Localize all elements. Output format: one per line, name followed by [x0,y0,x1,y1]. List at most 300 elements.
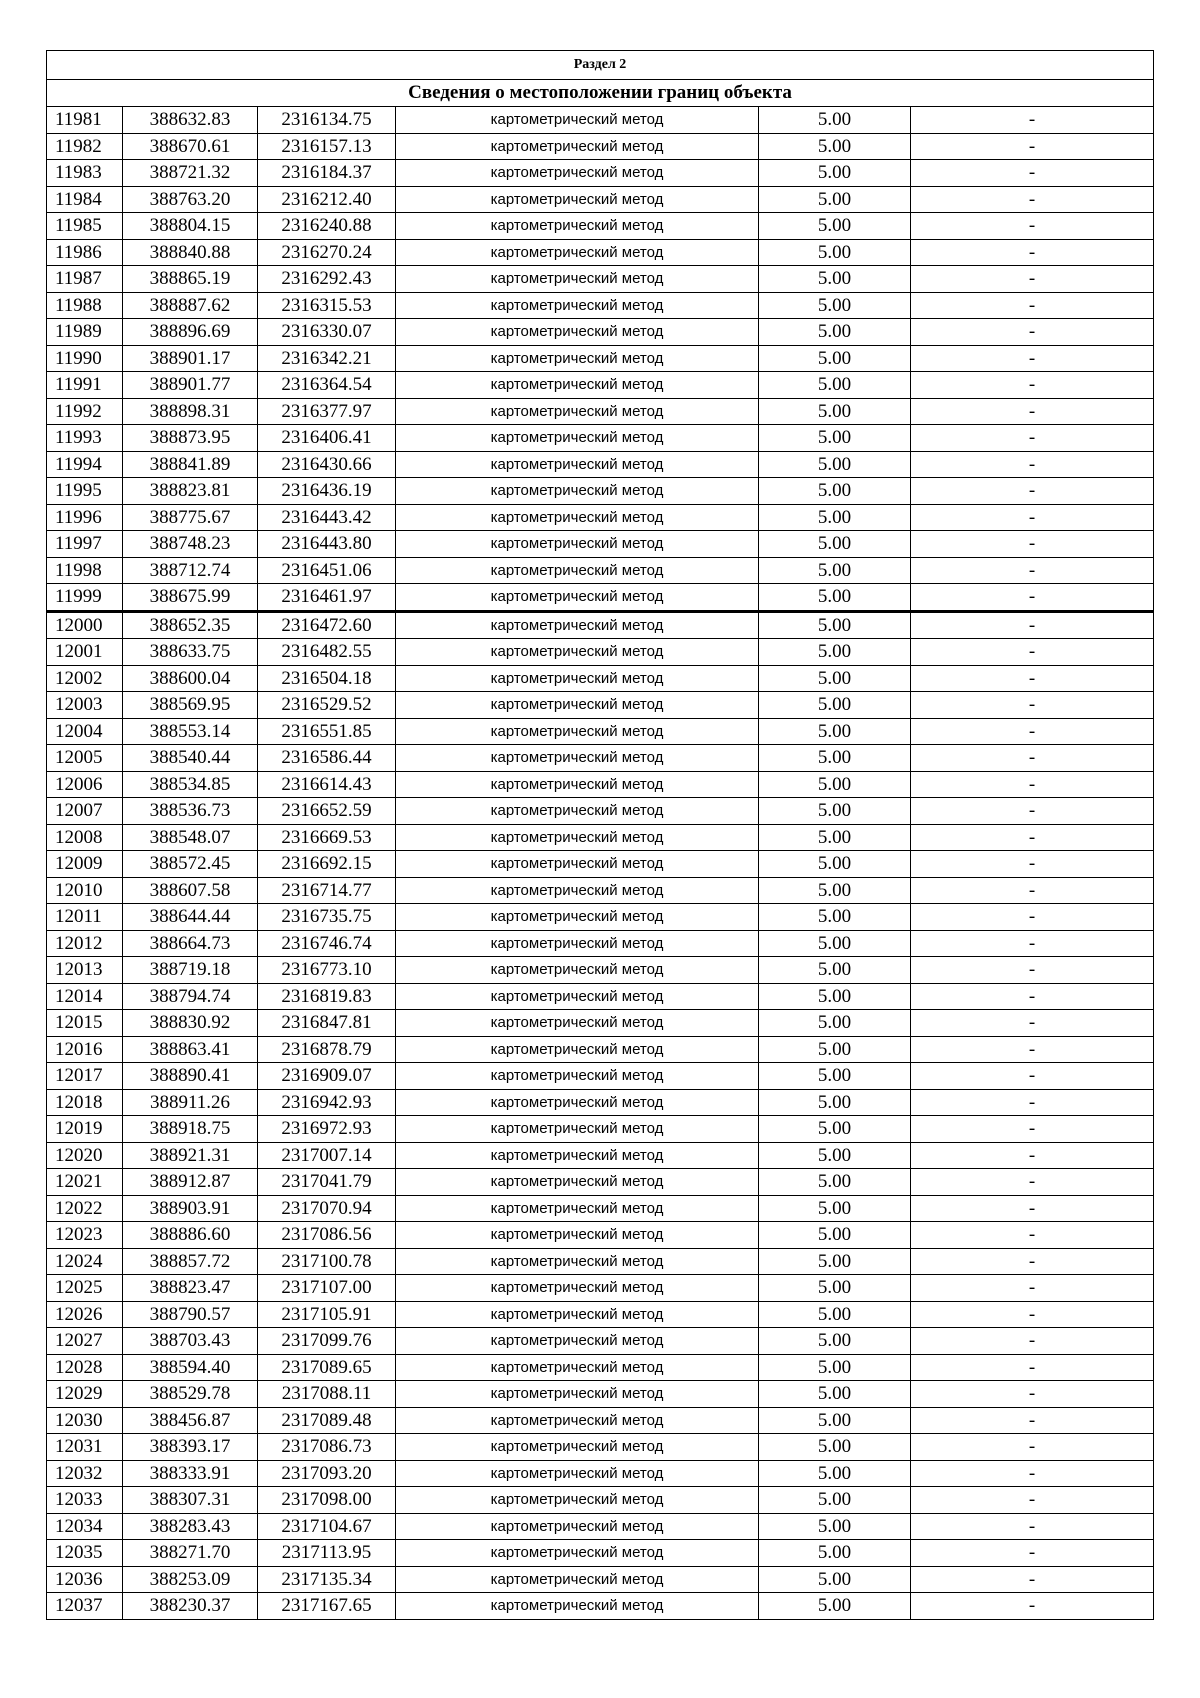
method-cell: картометрический метод [396,1063,759,1090]
precision-cell: 5.00 [759,957,911,984]
point-number-cell: 11993 [47,425,123,452]
method-cell: картометрический метод [396,1275,759,1302]
x-coordinate-cell: 388271.70 [123,1540,258,1567]
description-cell: - [911,1354,1154,1381]
x-coordinate-cell: 388670.61 [123,133,258,160]
description-cell: - [911,798,1154,825]
table-row [47,186,1154,213]
table-row [47,1169,1154,1196]
precision-cell: 5.00 [759,107,911,134]
precision-cell: 5.00 [759,665,911,692]
precision-cell: 5.00 [759,133,911,160]
y-coordinate-cell: 2316819.83 [258,983,396,1010]
method-cell: картометрический метод [396,957,759,984]
precision-cell: 5.00 [759,1513,911,1540]
x-coordinate-cell: 388600.04 [123,665,258,692]
x-coordinate-cell: 388886.60 [123,1222,258,1249]
x-coordinate-cell: 388903.91 [123,1195,258,1222]
table-body [47,107,1154,1620]
point-number-cell: 12007 [47,798,123,825]
description-cell: - [911,1222,1154,1249]
precision-cell: 5.00 [759,160,911,187]
description-cell: - [911,877,1154,904]
table-row [47,1036,1154,1063]
method-cell: картометрический метод [396,665,759,692]
x-coordinate-cell: 388633.75 [123,639,258,666]
description-cell: - [911,319,1154,346]
y-coordinate-cell: 2317098.00 [258,1487,396,1514]
method-cell: картометрический метод [396,133,759,160]
precision-cell: 5.00 [759,851,911,878]
y-coordinate-cell: 2316614.43 [258,771,396,798]
y-coordinate-cell: 2316430.66 [258,451,396,478]
section-title: Сведения о местоположении границ объекта [47,80,1154,107]
x-coordinate-cell: 388921.31 [123,1142,258,1169]
y-coordinate-cell: 2316972.93 [258,1116,396,1143]
x-coordinate-cell: 388890.41 [123,1063,258,1090]
method-cell: картометрический метод [396,1540,759,1567]
point-number-cell: 11981 [47,107,123,134]
x-coordinate-cell: 388607.58 [123,877,258,904]
precision-cell: 5.00 [759,319,911,346]
point-number-cell: 12011 [47,904,123,931]
point-number-cell: 12021 [47,1169,123,1196]
x-coordinate-cell: 388763.20 [123,186,258,213]
method-cell: картометрический метод [396,1248,759,1275]
description-cell: - [911,1407,1154,1434]
y-coordinate-cell: 2316292.43 [258,266,396,293]
method-cell: картометрический метод [396,1566,759,1593]
x-coordinate-cell: 388840.88 [123,239,258,266]
precision-cell: 5.00 [759,1328,911,1355]
y-coordinate-cell: 2316878.79 [258,1036,396,1063]
precision-cell: 5.00 [759,1354,911,1381]
y-coordinate-cell: 2316482.55 [258,639,396,666]
description-cell: - [911,983,1154,1010]
table-row [47,639,1154,666]
description-cell: - [911,584,1154,612]
y-coordinate-cell: 2317107.00 [258,1275,396,1302]
x-coordinate-cell: 388898.31 [123,398,258,425]
method-cell: картометрический метод [396,1460,759,1487]
description-cell: - [911,1513,1154,1540]
description-cell: - [911,1566,1154,1593]
description-cell: - [911,665,1154,692]
x-coordinate-cell: 388553.14 [123,718,258,745]
description-cell: - [911,1301,1154,1328]
precision-cell: 5.00 [759,1116,911,1143]
method-cell: картометрический метод [396,904,759,931]
point-number-cell: 11991 [47,372,123,399]
table-row [47,1487,1154,1514]
description-cell: - [911,1142,1154,1169]
point-number-cell: 12033 [47,1487,123,1514]
x-coordinate-cell: 388830.92 [123,1010,258,1037]
point-number-cell: 12025 [47,1275,123,1302]
x-coordinate-cell: 388230.37 [123,1593,258,1620]
table-row [47,345,1154,372]
x-coordinate-cell: 388748.23 [123,531,258,558]
table-row [47,584,1154,612]
x-coordinate-cell: 388912.87 [123,1169,258,1196]
section-title-row [47,80,1154,107]
x-coordinate-cell: 388536.73 [123,798,258,825]
y-coordinate-cell: 2316212.40 [258,186,396,213]
point-number-cell: 11986 [47,239,123,266]
precision-cell: 5.00 [759,1593,911,1620]
point-number-cell: 12006 [47,771,123,798]
precision-cell: 5.00 [759,1195,911,1222]
point-number-cell: 11992 [47,398,123,425]
method-cell: картометрический метод [396,1354,759,1381]
method-cell: картометрический метод [396,1142,759,1169]
method-cell: картометрический метод [396,1407,759,1434]
x-coordinate-cell: 388540.44 [123,745,258,772]
precision-cell: 5.00 [759,372,911,399]
x-coordinate-cell: 388901.77 [123,372,258,399]
precision-cell: 5.00 [759,771,911,798]
y-coordinate-cell: 2317167.65 [258,1593,396,1620]
method-cell: картометрический метод [396,186,759,213]
method-cell: картометрический метод [396,1195,759,1222]
y-coordinate-cell: 2316652.59 [258,798,396,825]
point-number-cell: 11985 [47,213,123,240]
description-cell: - [911,1593,1154,1620]
table-row [47,1407,1154,1434]
method-cell: картометрический метод [396,1381,759,1408]
description-cell: - [911,957,1154,984]
precision-cell: 5.00 [759,877,911,904]
table-row [47,718,1154,745]
point-number-cell: 12003 [47,692,123,719]
description-cell: - [911,1248,1154,1275]
y-coordinate-cell: 2316529.52 [258,692,396,719]
y-coordinate-cell: 2317104.67 [258,1513,396,1540]
description-cell: - [911,160,1154,187]
table-row [47,1328,1154,1355]
point-number-cell: 11983 [47,160,123,187]
precision-cell: 5.00 [759,557,911,584]
description-cell: - [911,478,1154,505]
table-row [47,107,1154,134]
method-cell: картометрический метод [396,160,759,187]
y-coordinate-cell: 2316847.81 [258,1010,396,1037]
point-number-cell: 12034 [47,1513,123,1540]
description-cell: - [911,531,1154,558]
point-number-cell: 11988 [47,292,123,319]
x-coordinate-cell: 388712.74 [123,557,258,584]
precision-cell: 5.00 [759,1036,911,1063]
method-cell: картометрический метод [396,1089,759,1116]
precision-cell: 5.00 [759,611,911,639]
precision-cell: 5.00 [759,1566,911,1593]
table-row [47,771,1154,798]
description-cell: - [911,557,1154,584]
precision-cell: 5.00 [759,1540,911,1567]
point-number-cell: 12020 [47,1142,123,1169]
precision-cell: 5.00 [759,745,911,772]
table-row [47,983,1154,1010]
description-cell: - [911,213,1154,240]
table-row [47,1381,1154,1408]
table-row [47,292,1154,319]
point-number-cell: 12030 [47,1407,123,1434]
point-number-cell: 11995 [47,478,123,505]
table-row [47,1540,1154,1567]
table-row [47,398,1154,425]
method-cell: картометрический метод [396,584,759,612]
x-coordinate-cell: 388456.87 [123,1407,258,1434]
description-cell: - [911,345,1154,372]
description-cell: - [911,1275,1154,1302]
y-coordinate-cell: 2316472.60 [258,611,396,639]
point-number-cell: 12016 [47,1036,123,1063]
point-number-cell: 12023 [47,1222,123,1249]
precision-cell: 5.00 [759,213,911,240]
precision-cell: 5.00 [759,478,911,505]
y-coordinate-cell: 2317007.14 [258,1142,396,1169]
x-coordinate-cell: 388652.35 [123,611,258,639]
x-coordinate-cell: 388790.57 [123,1301,258,1328]
method-cell: картометрический метод [396,398,759,425]
point-number-cell: 12028 [47,1354,123,1381]
y-coordinate-cell: 2316909.07 [258,1063,396,1090]
description-cell: - [911,718,1154,745]
precision-cell: 5.00 [759,639,911,666]
method-cell: картометрический метод [396,557,759,584]
point-number-cell: 12009 [47,851,123,878]
description-cell: - [911,266,1154,293]
y-coordinate-cell: 2317086.56 [258,1222,396,1249]
y-coordinate-cell: 2316551.85 [258,718,396,745]
x-coordinate-cell: 388594.40 [123,1354,258,1381]
y-coordinate-cell: 2316240.88 [258,213,396,240]
table-row [47,504,1154,531]
point-number-cell: 11984 [47,186,123,213]
method-cell: картометрический метод [396,478,759,505]
table-row [47,425,1154,452]
precision-cell: 5.00 [759,1407,911,1434]
description-cell: - [911,1460,1154,1487]
point-number-cell: 12037 [47,1593,123,1620]
point-number-cell: 12010 [47,877,123,904]
method-cell: картометрический метод [396,692,759,719]
y-coordinate-cell: 2316157.13 [258,133,396,160]
precision-cell: 5.00 [759,904,911,931]
x-coordinate-cell: 388721.32 [123,160,258,187]
y-coordinate-cell: 2316669.53 [258,824,396,851]
description-cell: - [911,239,1154,266]
x-coordinate-cell: 388841.89 [123,451,258,478]
table-row [47,851,1154,878]
table-row [47,611,1154,639]
table-row [47,745,1154,772]
y-coordinate-cell: 2316692.15 [258,851,396,878]
method-cell: картометрический метод [396,718,759,745]
method-cell: картометрический метод [396,930,759,957]
description-cell: - [911,1540,1154,1567]
table-row [47,1513,1154,1540]
method-cell: картометрический метод [396,1010,759,1037]
precision-cell: 5.00 [759,504,911,531]
section-label: Раздел 2 [47,51,1154,80]
precision-cell: 5.00 [759,1010,911,1037]
y-coordinate-cell: 2316586.44 [258,745,396,772]
description-cell: - [911,824,1154,851]
table-row [47,1142,1154,1169]
precision-cell: 5.00 [759,1460,911,1487]
table-row [47,213,1154,240]
description-cell: - [911,504,1154,531]
description-cell: - [911,930,1154,957]
description-cell: - [911,425,1154,452]
table-row [47,904,1154,931]
point-number-cell: 12017 [47,1063,123,1090]
table-row [47,1593,1154,1620]
x-coordinate-cell: 388632.83 [123,107,258,134]
description-cell: - [911,851,1154,878]
y-coordinate-cell: 2316406.41 [258,425,396,452]
method-cell: картометрический метод [396,319,759,346]
point-number-cell: 12014 [47,983,123,1010]
description-cell: - [911,292,1154,319]
table-row [47,133,1154,160]
point-number-cell: 11987 [47,266,123,293]
x-coordinate-cell: 388887.62 [123,292,258,319]
table-row [47,531,1154,558]
x-coordinate-cell: 388333.91 [123,1460,258,1487]
method-cell: картометрический метод [396,425,759,452]
description-cell: - [911,692,1154,719]
precision-cell: 5.00 [759,1487,911,1514]
point-number-cell: 12002 [47,665,123,692]
precision-cell: 5.00 [759,692,911,719]
point-number-cell: 12027 [47,1328,123,1355]
table-row [47,478,1154,505]
description-cell: - [911,1010,1154,1037]
x-coordinate-cell: 388804.15 [123,213,258,240]
x-coordinate-cell: 388529.78 [123,1381,258,1408]
method-cell: картометрический метод [396,1301,759,1328]
precision-cell: 5.00 [759,584,911,612]
x-coordinate-cell: 388664.73 [123,930,258,957]
x-coordinate-cell: 388775.67 [123,504,258,531]
method-cell: картометрический метод [396,1513,759,1540]
x-coordinate-cell: 388901.17 [123,345,258,372]
point-number-cell: 12018 [47,1089,123,1116]
table-row [47,1222,1154,1249]
description-cell: - [911,398,1154,425]
y-coordinate-cell: 2317135.34 [258,1566,396,1593]
description-cell: - [911,1169,1154,1196]
point-number-cell: 11997 [47,531,123,558]
precision-cell: 5.00 [759,425,911,452]
y-coordinate-cell: 2316443.42 [258,504,396,531]
y-coordinate-cell: 2316746.74 [258,930,396,957]
method-cell: картометрический метод [396,1593,759,1620]
x-coordinate-cell: 388918.75 [123,1116,258,1143]
y-coordinate-cell: 2316184.37 [258,160,396,187]
table-row [47,451,1154,478]
y-coordinate-cell: 2316773.10 [258,957,396,984]
description-cell: - [911,451,1154,478]
y-coordinate-cell: 2317099.76 [258,1328,396,1355]
description-cell: - [911,186,1154,213]
table-row [47,239,1154,266]
table-row [47,1275,1154,1302]
table-row [47,824,1154,851]
table-row [47,1248,1154,1275]
point-number-cell: 12013 [47,957,123,984]
description-cell: - [911,771,1154,798]
y-coordinate-cell: 2317088.11 [258,1381,396,1408]
x-coordinate-cell: 388253.09 [123,1566,258,1593]
precision-cell: 5.00 [759,1275,911,1302]
point-number-cell: 12022 [47,1195,123,1222]
description-cell: - [911,745,1154,772]
description-cell: - [911,1063,1154,1090]
method-cell: картометрический метод [396,639,759,666]
table-row [47,1116,1154,1143]
description-cell: - [911,372,1154,399]
point-number-cell: 11998 [47,557,123,584]
precision-cell: 5.00 [759,1169,911,1196]
point-number-cell: 12001 [47,639,123,666]
description-cell: - [911,1089,1154,1116]
method-cell: картометрический метод [396,266,759,293]
description-cell: - [911,611,1154,639]
table-row [47,1460,1154,1487]
description-cell: - [911,1116,1154,1143]
precision-cell: 5.00 [759,718,911,745]
table-row [47,692,1154,719]
x-coordinate-cell: 388863.41 [123,1036,258,1063]
table-row [47,1063,1154,1090]
method-cell: картометрический метод [396,504,759,531]
description-cell: - [911,1195,1154,1222]
precision-cell: 5.00 [759,798,911,825]
x-coordinate-cell: 388823.47 [123,1275,258,1302]
method-cell: картометрический метод [396,877,759,904]
method-cell: картометрический метод [396,107,759,134]
y-coordinate-cell: 2317041.79 [258,1169,396,1196]
x-coordinate-cell: 388572.45 [123,851,258,878]
table-row [47,957,1154,984]
point-number-cell: 11999 [47,584,123,612]
precision-cell: 5.00 [759,1063,911,1090]
y-coordinate-cell: 2316315.53 [258,292,396,319]
table-row [47,877,1154,904]
table-row [47,1434,1154,1461]
section-label-row [47,51,1154,80]
y-coordinate-cell: 2317093.20 [258,1460,396,1487]
precision-cell: 5.00 [759,824,911,851]
precision-cell: 5.00 [759,1089,911,1116]
description-cell: - [911,1328,1154,1355]
method-cell: картометрический метод [396,451,759,478]
method-cell: картометрический метод [396,345,759,372]
table-row [47,557,1154,584]
x-coordinate-cell: 388794.74 [123,983,258,1010]
y-coordinate-cell: 2317086.73 [258,1434,396,1461]
method-cell: картометрический метод [396,1036,759,1063]
table-row [47,1195,1154,1222]
precision-cell: 5.00 [759,398,911,425]
method-cell: картометрический метод [396,1434,759,1461]
y-coordinate-cell: 2316330.07 [258,319,396,346]
method-cell: картометрический метод [396,798,759,825]
point-number-cell: 12015 [47,1010,123,1037]
